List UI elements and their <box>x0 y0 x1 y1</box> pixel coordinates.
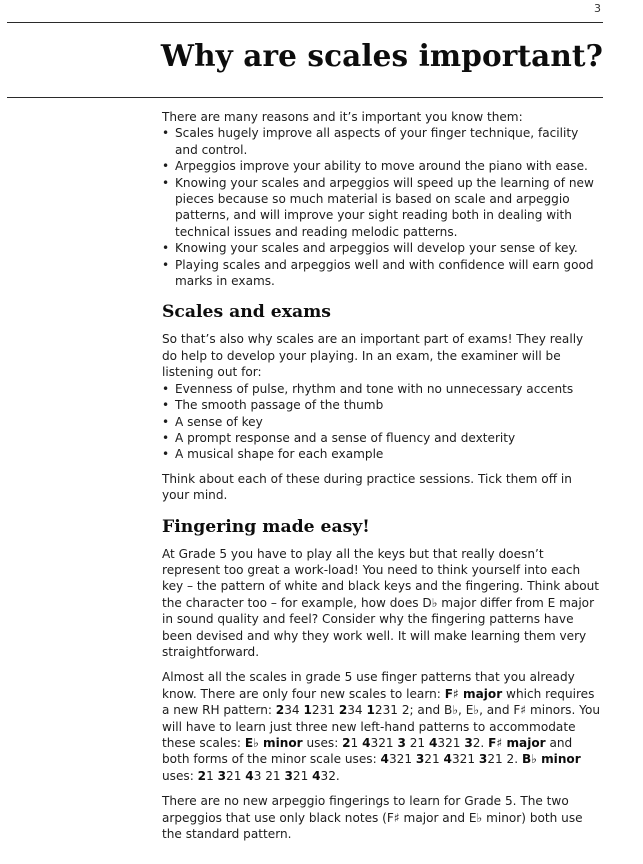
bold-text-segment: 3 <box>217 768 227 783</box>
text-segment: 231 2; and B♭, E♭, and F♯ minors. You will have to learn just three new left-hand patterns to accommodate these scales: <box>162 703 601 750</box>
text-segment: 3 21 <box>253 768 285 783</box>
text-segment: uses: <box>162 768 198 783</box>
fingering-paragraph-2 <box>162 669 600 784</box>
bold-text-segment: 3 <box>478 752 488 767</box>
list-item: • Knowing your scales and arpeggios will develop your sense of key. <box>162 240 600 256</box>
text-segment: 1 <box>350 736 363 750</box>
bold-text-segment: 4 <box>245 768 254 783</box>
bold-text-segment: E♭ minor <box>244 736 303 750</box>
text-segment: 321 <box>370 736 398 750</box>
bold-text-segment: B♭ minor <box>521 752 581 767</box>
list-item: • Knowing your scales and arpeggios will speed up the learning of new pieces because so much material is based on scale and arpeggio patterns, and will improve your sight reading both in dealing with technical issues and reading melodic patterns. <box>162 175 600 241</box>
bold-text-segment: 4 <box>428 736 438 750</box>
page-title: Why are scales important? <box>160 38 603 73</box>
examiner-criteria-list <box>162 381 600 463</box>
list-item: • A prompt response and a sense of fluency and dexterity <box>162 430 600 446</box>
bold-text-segment: 4 <box>380 752 389 767</box>
text-segment: 21 <box>292 768 313 783</box>
text-segment: 21 <box>405 736 429 750</box>
bold-text-segment: 3 <box>415 752 425 767</box>
text-segment: and both forms of the minor scale uses: <box>162 736 573 767</box>
section-heading-scales-exams: Scales and exams <box>162 302 331 323</box>
scales-exams-closing: Think about each of these during practice sessions. Tick them off in your mind. <box>162 471 572 503</box>
bold-text-segment: 3 <box>464 736 473 750</box>
reasons-list <box>162 125 600 289</box>
list-item: • The smooth passage of the thumb <box>162 397 600 413</box>
text-segment: 321 <box>388 752 416 767</box>
text-segment: which requires a new RH pattern: <box>162 686 595 718</box>
page-number: 3 <box>594 2 601 15</box>
text-segment: 1 <box>206 768 218 783</box>
text-segment: 231 <box>311 703 339 718</box>
bottom-rule <box>7 97 603 98</box>
bold-text-segment: 3 <box>284 768 293 783</box>
list-item: • A musical shape for each example <box>162 446 600 462</box>
list-item: • Scales hugely improve all aspects of your finger technique, facility and control. <box>162 125 600 158</box>
list-item: • A sense of key <box>162 414 600 430</box>
bold-text-segment: F♯ major <box>444 686 503 701</box>
top-rule <box>7 22 603 23</box>
page-content <box>162 109 600 842</box>
list-item: • Evenness of pulse, rhythm and tone with no unnecessary accents <box>162 381 600 397</box>
text-segment: Almost all the scales in grade 5 use finger patterns that you already know. There are only four new scales to learn: <box>162 670 575 701</box>
text-segment: 21 <box>424 752 444 767</box>
bold-text-segment: 2 <box>338 703 348 718</box>
bold-text-segment: 4 <box>312 768 321 783</box>
text-segment: 2. <box>472 736 489 750</box>
section-heading-fingering: Fingering made easy! <box>162 516 370 537</box>
bold-text-segment: F♯ major <box>488 736 546 750</box>
fingering-paragraph-1: At Grade 5 you have to play all the keys but that really doesn’t represent too great a work-load! You need to think yourself into each key – the pattern of white and black keys and the fingering. Think about the character too – for example, how does D♭ major differ from E major in sound quality and feel? Consider why the fingering patterns have been devised and why they work well. It will make learning them very straightforward. <box>162 546 600 659</box>
intro-lead: There are many reasons and it’s important you know them: <box>162 110 523 124</box>
text-segment: 34 <box>284 703 304 718</box>
text-segment: 21 2. <box>487 752 522 767</box>
text-segment: 321 <box>437 736 465 750</box>
bold-text-segment: 1 <box>303 703 312 718</box>
bold-text-segment: 4 <box>443 752 452 767</box>
bold-text-segment: 2 <box>342 736 351 750</box>
text-segment: 32. <box>320 768 340 783</box>
fingering-paragraph-3: There are no new arpeggio fingerings to learn for Grade 5. The two arpeggios that use only black notes (F♯ major and E♭ minor) both use the standard pattern. <box>162 794 583 842</box>
text-segment: 34 <box>347 703 367 718</box>
list-item: • Arpeggios improve your ability to move around the piano with ease. <box>162 158 600 174</box>
bold-text-segment: 2 <box>197 768 207 783</box>
bold-text-segment: 1 <box>366 703 375 718</box>
bold-text-segment: 4 <box>362 736 371 750</box>
text-segment: 321 <box>451 752 479 767</box>
bold-text-segment: 3 <box>397 736 406 750</box>
scales-exams-lead: So that’s also why scales are an important part of exams! They really do help to develop your playing. In an exam, the examiner will be listening out for: <box>162 332 584 380</box>
text-segment: uses: <box>302 736 343 750</box>
bold-text-segment: 2 <box>275 703 285 718</box>
list-item: • Playing scales and arpeggios well and with confidence will earn good marks in exams. <box>162 257 600 290</box>
text-segment: 21 <box>226 768 246 783</box>
